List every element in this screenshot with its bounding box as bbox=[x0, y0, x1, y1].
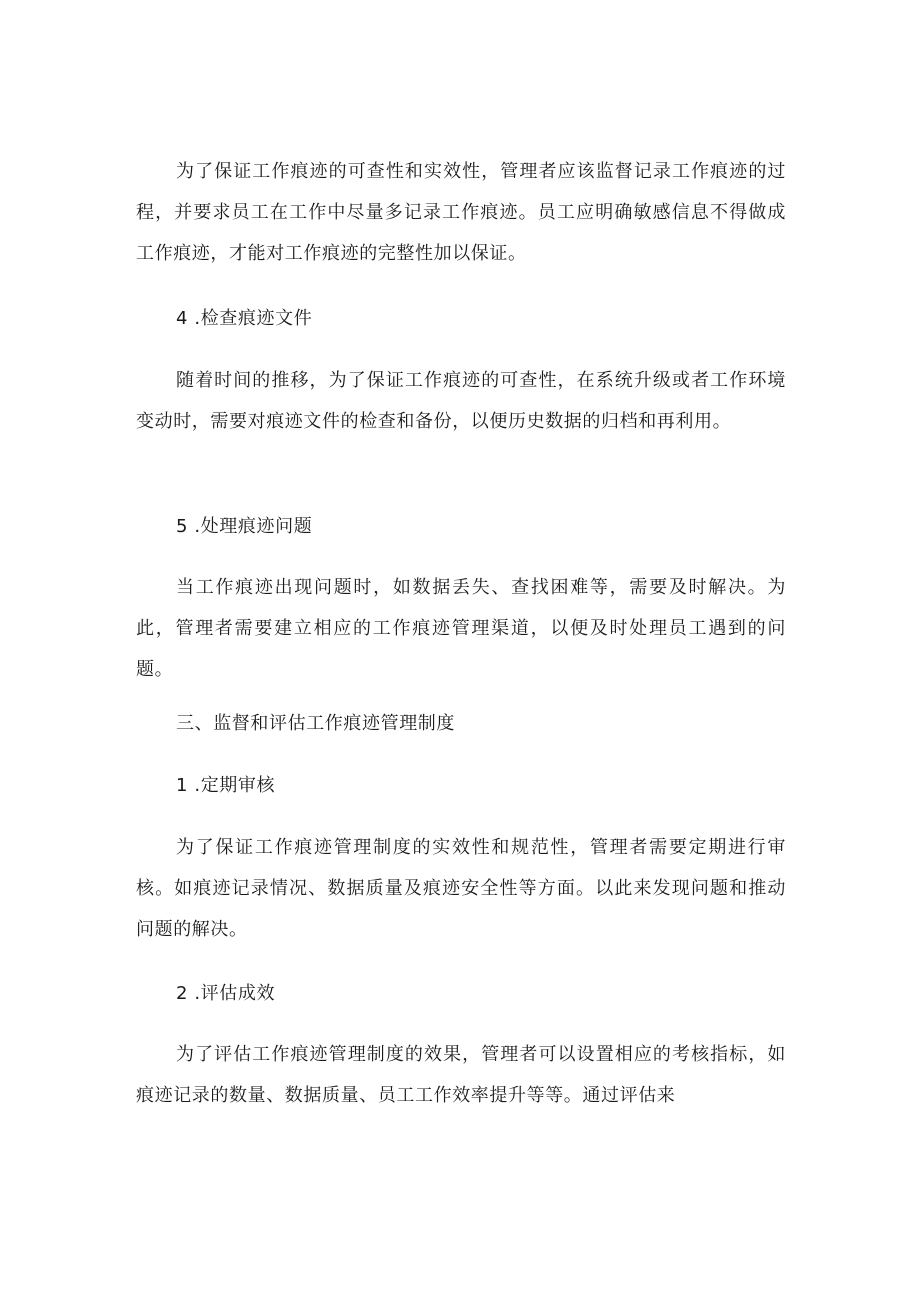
paragraph-evaluate-results: 为了评估工作痕迹管理制度的效果，管理者可以设置相应的考核指标，如痕迹记录的数量、数据质量、员工工作效率提升等等。通过评估来 bbox=[136, 1044, 786, 1106]
paragraph-check-trace-files: 随着时间的推移，为了保证工作痕迹的可查性，在系统升级或者工作环境变动时，需要对痕迹文件的检查和备份，以便历史数据的归档和再利用。 bbox=[136, 370, 786, 432]
paragraph-trace-recording: 为了保证工作痕迹的可查性和实效性，管理者应该监督记录工作痕迹的过程，并要求员工在工作中尽量多记录工作痕迹。员工应明确敏感信息不得做成工作痕迹，才能对工作痕迹的完整性加以保证。 bbox=[136, 161, 786, 264]
heading-check-trace-files: 4 .检查痕迹文件 bbox=[176, 308, 313, 329]
section-heading-supervise-evaluate: 三、监督和评估工作痕迹管理制度 bbox=[176, 713, 455, 734]
heading-regular-audit: 1 .定期审核 bbox=[176, 775, 276, 796]
paragraph-handle-trace-issues: 当工作痕迹出现问题时，如数据丢失、查找困难等，需要及时解决。为此，管理者需要建立相应的工作痕迹管理渠道，以便及时处理员工遇到的问题。 bbox=[136, 577, 786, 680]
heading-handle-trace-issues: 5 .处理痕迹问题 bbox=[176, 516, 313, 537]
paragraph-regular-audit: 为了保证工作痕迹管理制度的实效性和规范性，管理者需要定期进行审核。如痕迹记录情况、数据质量及痕迹安全性等方面。以此来发现问题和推动问题的解决。 bbox=[136, 837, 786, 940]
heading-evaluate-results: 2 .评估成效 bbox=[176, 983, 276, 1004]
